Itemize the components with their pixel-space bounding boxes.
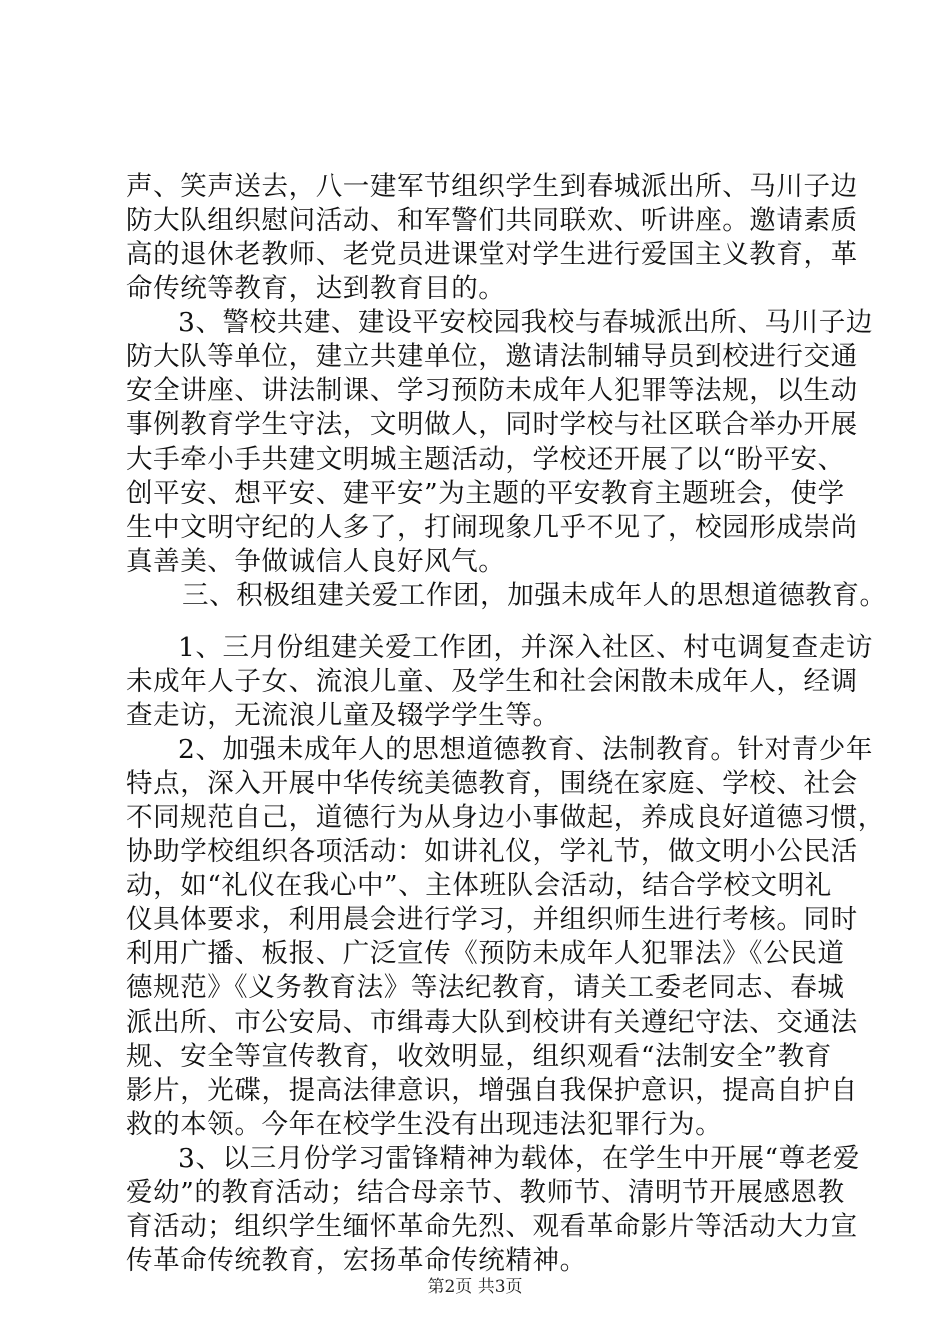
text-line: 1、三月份组建关爱工作团，并深入社区、村屯调复查走访 (178, 632, 873, 663)
text-line: 未成年人子女、流浪儿童、及学生和社会闲散未成年人，经调 (126, 666, 858, 697)
text-line: 防大队等单位，建立共建单位，邀请法制辅导员到校进行交通 (126, 341, 858, 372)
text-line: 爱幼”的教育活动；结合母亲节、教师节、清明节开展感恩教 (126, 1177, 845, 1208)
text-line: 3、警校共建、建设平安校园我校与春城派出所、马川子边 (178, 307, 873, 338)
text-line: 仪具体要求，利用晨会进行学习，并组织师生进行考核。同时 (126, 904, 858, 935)
text-line: 协助学校组织各项活动：如讲礼仪，学礼节，做文明小公民活 (126, 836, 858, 867)
text-line: 不同规范自己，道德行为从身边小事做起，养成良好道德习惯， (126, 802, 885, 833)
text-line: 2、加强未成年人的思想道德教育、法制教育。针对青少年 (178, 734, 873, 765)
text-line: 育活动；组织学生缅怀革命先烈、观看革命影片等活动大力宣 (126, 1211, 858, 1242)
text-line: 特点，深入开展中华传统美德教育，围绕在家庭、学校、社会 (126, 768, 858, 799)
text-line: 高的退休老教师、老党员进课堂对学生进行爱国主义教育，革 (126, 239, 858, 270)
text-line: 规、安全等宣传教育，收效明显，组织观看“法制安全”教育 (126, 1041, 832, 1072)
text-line: 救的本领。今年在校学生没有出现违法犯罪行为。 (126, 1109, 723, 1140)
text-line: 利用广播、板报、广泛宣传《预防未成年人犯罪法》《公民道 (126, 938, 845, 969)
text-line: 声、笑声送去，八一建军节组织学生到春城派出所、马川子边 (126, 171, 858, 202)
text-line: 传革命传统教育，宏扬革命传统精神。 (126, 1245, 587, 1276)
text-line: 查走访，无流浪儿童及辍学学生等。 (126, 700, 560, 731)
text-line: 影片，光碟，提高法律意识，增强自我保护意识，提高自护自 (126, 1075, 858, 1106)
text-line: 德规范》《义务教育法》等法纪教育，请关工委老同志、春城 (126, 972, 845, 1003)
text-line: 大手牵小手共建文明城主题活动，学校还开展了以“盼平安、 (126, 444, 845, 475)
text-line: 3、以三月份学习雷锋精神为载体，在学生中开展“尊老爱 (178, 1143, 861, 1174)
text-line: 安全讲座、讲法制课、学习预防未成年人犯罪等法规，以生动 (126, 375, 858, 406)
text-line: 生中文明守纪的人多了，打闹现象几乎不见了，校园形成崇尚 (126, 512, 858, 543)
text-line: 事例教育学生守法，文明做人，同时学校与社区联合举办开展 (126, 409, 858, 440)
section-heading: 三、积极组建关爱工作团，加强未成年人的思想道德教育。 (182, 580, 887, 611)
page-footer: 第2页 共3页 (427, 1277, 523, 1297)
text-line: 动，如“礼仪在我心中”、主体班队会活动，结合学校文明礼 (126, 870, 832, 901)
text-line: 派出所、市公安局、市缉毒大队到校讲有关遵纪守法、交通法 (126, 1007, 858, 1038)
text-line: 防大队组织慰问活动、和军警们共同联欢、听讲座。邀请素质 (126, 205, 858, 236)
text-line: 命传统等教育，达到教育目的。 (126, 273, 506, 304)
text-line: 创平安、想平安、建平安”为主题的平安教育主题班会，使学 (126, 478, 845, 509)
text-line: 真善美、争做诚信人良好风气。 (126, 546, 506, 577)
